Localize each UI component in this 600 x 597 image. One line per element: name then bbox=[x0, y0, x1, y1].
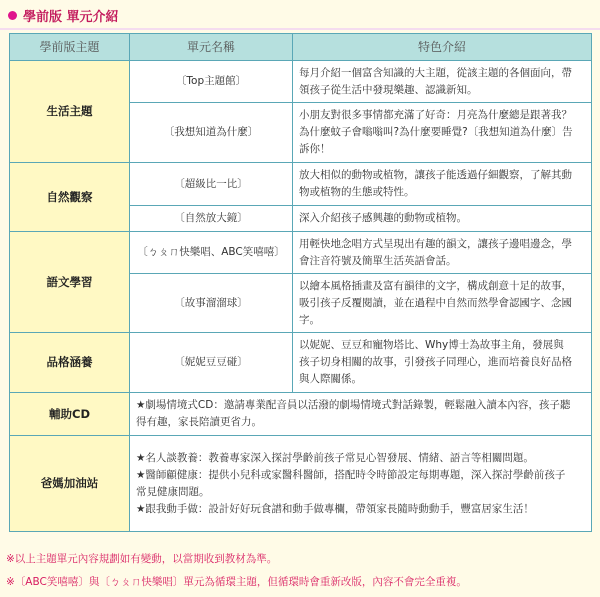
theme-cell: 生活主題 bbox=[10, 61, 130, 163]
unit-name: 〔自然放大鏡〕 bbox=[130, 206, 293, 232]
feature-line: 深入介紹孩子感興趣的動物或植物。 bbox=[299, 212, 467, 224]
theme-cell: 語文學習 bbox=[10, 232, 130, 333]
unit-features bbox=[293, 206, 592, 232]
section-heading bbox=[8, 3, 592, 27]
unit-features bbox=[293, 103, 592, 163]
header-theme: 學前版主題 bbox=[10, 34, 130, 61]
table-row bbox=[10, 61, 592, 103]
unit-features bbox=[293, 163, 592, 206]
feature-line: 吸引孩子反覆閱讀，並在過程中自然而然學會認國字、念國 bbox=[299, 296, 572, 309]
feature-line: 放大相似的動物或植物，讓孩子能透過仔細觀察，了解其動 bbox=[299, 169, 572, 181]
heading-divider bbox=[0, 28, 600, 30]
feature-line: 與人際關係。 bbox=[299, 373, 362, 385]
section-title: 學前版 單元介紹 bbox=[23, 9, 119, 25]
table-row bbox=[10, 163, 592, 206]
unit-name: 〔ㄅㄆㄇ快樂唱、ABC笑嘻嘻〕 bbox=[130, 232, 293, 274]
feature-line: 字。 bbox=[299, 313, 320, 326]
unit-intro-table bbox=[9, 33, 592, 532]
table-row bbox=[10, 333, 592, 393]
unit-name: 〔妮妮豆豆碰〕 bbox=[130, 333, 293, 393]
theme-cell: 輔助CD bbox=[10, 393, 130, 436]
feature-line: 會注音符號及簡單生活英語會話。 bbox=[299, 254, 457, 267]
feature-line: 小朋友對很多事情都充滿了好奇：月亮為什麼總是跟著我？ bbox=[299, 109, 572, 121]
feature-line: 每月介紹一個富含知識的大主題，從該主題的各個面向，帶 bbox=[299, 66, 572, 79]
feature-line: 物或植物的生態或特性。 bbox=[299, 186, 415, 198]
feature-line: 常見健康問題。 bbox=[136, 485, 210, 498]
feature-line: 訴你！ bbox=[299, 143, 331, 155]
header-unit: 單元名稱 bbox=[130, 34, 293, 61]
unit-name: 〔我想知道為什麼〕 bbox=[130, 103, 293, 163]
unit-features bbox=[293, 274, 592, 333]
unit-name: 〔故事溜溜球〕 bbox=[130, 274, 293, 333]
feature-line: ★劇場情境式CD：邀請專業配音員以活潑的劇場情境式對話錄製，輕鬆融入讀本內容，孩子聽 bbox=[136, 399, 571, 411]
feature-line: 用輕快地念唱方式呈現出有趣的韻文，讓孩子邊唱邊念，學 bbox=[299, 237, 572, 250]
footnotes bbox=[6, 551, 594, 597]
bullet-dot-icon bbox=[8, 11, 17, 20]
table-row bbox=[10, 393, 592, 436]
feature-line: 以繪本風格插畫及富有韻律的文字，構成創意十足的故事， bbox=[299, 279, 572, 292]
unit-features bbox=[293, 232, 592, 274]
feature-line: 得有趣，家長陪讀更省力。 bbox=[136, 416, 262, 428]
unit-name: 〔超級比一比〕 bbox=[130, 163, 293, 206]
extra-description bbox=[130, 436, 592, 532]
table-row bbox=[10, 436, 592, 532]
table-row bbox=[10, 232, 592, 274]
unit-name: 〔Top主題館〕 bbox=[130, 61, 293, 103]
unit-features bbox=[293, 333, 592, 393]
feature-line: 孩子切身相關的故事，引發孩子同理心，進而培養良好品格 bbox=[299, 356, 572, 368]
extra-description bbox=[130, 393, 592, 436]
header-features: 特色介紹 bbox=[293, 34, 592, 61]
feature-line: 領孩子從生活中發現樂趣、認識新知。 bbox=[299, 83, 478, 96]
feature-line: 以妮妮、豆豆和寵物塔比、Why博士為故事主角，發展與 bbox=[299, 339, 564, 351]
theme-cell: 爸媽加油站 bbox=[10, 436, 130, 532]
feature-line: 為什麼蚊子會嗡嗡叫?為什麼要睡覺?〔我想知道為什麼〕告 bbox=[299, 126, 573, 138]
footnote: ※以上主題單元內容規劃如有變動，以當期收到教材為準。 bbox=[6, 553, 278, 565]
feature-line: ★跟我動手做：設計好好玩食譜和動手做專欄，帶領家長隨時動動手，豐富居家生活！ bbox=[136, 502, 534, 515]
theme-cell: 自然觀察 bbox=[10, 163, 130, 232]
feature-line: ★名人談教養：教養專家深入探討學齡前孩子常見心智發展、情緒、語言等相關問題。 bbox=[136, 451, 534, 464]
theme-cell: 品格涵養 bbox=[10, 333, 130, 393]
footnote: ※〔ABC笑嘻嘻〕與〔ㄅㄆㄇ快樂唱〕單元為循環主題，但循環時會重新改版，內容不會完全重複。 bbox=[6, 576, 467, 588]
table-header-row bbox=[10, 34, 592, 61]
unit-features bbox=[293, 61, 592, 103]
feature-line: ★醫師顧健康：提供小兒科或家醫科醫師，搭配時令時節設定每期專題，深入探討學齡前孩子 bbox=[136, 468, 566, 481]
